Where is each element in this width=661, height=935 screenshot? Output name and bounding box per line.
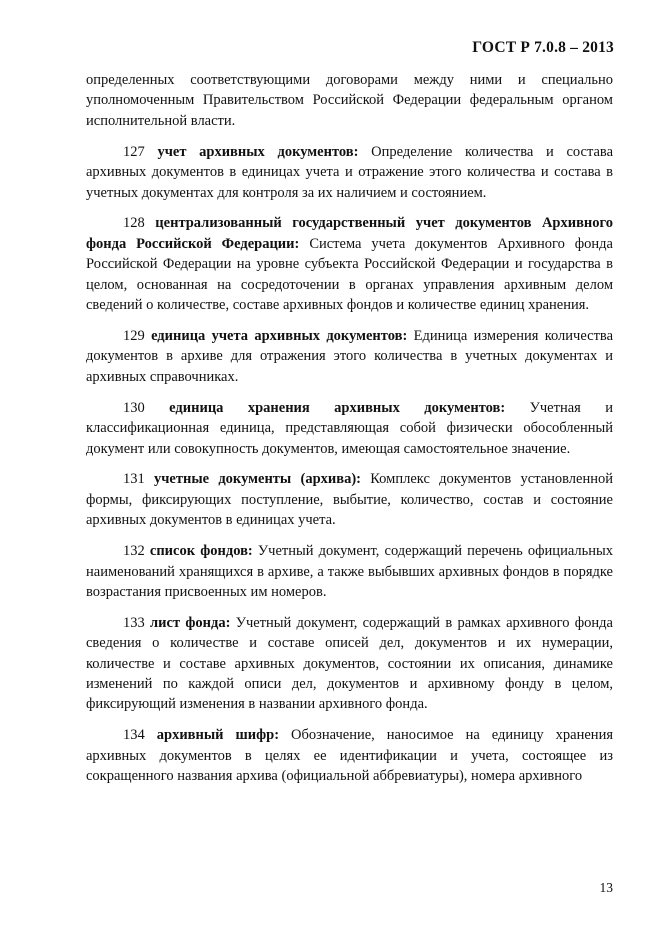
term-entry-129 [86,326,613,387]
continued-paragraph: определенных соответствующими договорами между ними и специально уполномоченным Правительством Российской Федерации федеральным органом исполнительной власти. [86,72,613,129]
entry-definition: Учетный документ, содержащий в рамках архивного фонда сведения о количестве и составе описей дел, документов и их нумерации, количестве и составе архивных документов, состоянии их описания, динамике изменений по каждой описи дел, документов и архивному фонду в целом, фиксирующий изменения в названии архивного фонда. [86,614,613,713]
entry-term: архивный шифр: [156,727,280,744]
term-entry-130 [86,398,613,459]
entry-number: 129 [123,327,145,344]
entry-term: единица хранения архивных документов: [169,399,506,416]
term-entry-127 [86,142,613,203]
term-entry-131 [86,469,613,530]
entry-term: единица учета архивных документов: [151,327,408,344]
entry-definition: Обозначение, наносимое на единицу хранения архивных документов в целях ее идентификации и учета, состоящее из сокращенного названия архива (официальной аббревиатуры), номера архивного [86,727,613,785]
entry-number: 133 [123,614,145,631]
term-entry-132 [86,541,613,602]
term-entry-134 [86,725,613,786]
entry-definition: Учетный документ, содержащий перечень официальных наименований хранящихся в архиве, а также выбывших архивных фондов в порядке возрастания присвоенных им номеров. [86,543,613,600]
entry-definition: Учетная и классификационная единица, представляющая собой физически обособленный документ или совокупность документов, имеющая самостоятельное значение. [86,399,613,457]
entry-term: учет архивных документов: [157,143,359,160]
term-entry-133 [86,613,613,715]
entry-term: учетные документы (архива): [154,471,361,488]
entry-number: 127 [123,143,145,160]
entry-definition: Комплекс документов установленной формы, фиксирующих поступление, выбытие, количество, состав и состояние архивных документов в единицах учета. [86,471,614,529]
entry-number: 131 [123,471,145,488]
entry-definition: Единица измерения количества документов в архиве для отражения этого количества в учетных документах и архивных справочниках. [86,327,614,385]
entry-definition: Определение количества и состава архивных документов в единицах учета и отражение этого количества и состава в учетных документах для контроля за их наличием и состоянием. [86,143,614,201]
page-number: 13 [599,880,613,895]
entry-number: 132 [123,543,145,560]
entry-number: 130 [123,399,145,416]
entry-term: централизованный государственный учет документов Архивного фонда Российской Федерации: [86,215,614,252]
document-body [86,70,613,797]
standard-header: ГОСТ Р 7.0.8 – 2013 [472,39,614,56]
entry-number: 128 [123,215,145,232]
term-entry-128 [86,213,613,315]
entry-number: 134 [123,727,145,744]
entry-term: лист фонда: [150,614,231,631]
entry-term: список фондов: [149,543,253,560]
entry-definition: Система учета документов Архивного фонда Российской Федерации на уровне субъекта Российской Федерации и государства в целом, основанная на сосредоточении в органах управления архивным делом сведений о количестве, составе архивных фондов и количестве единиц хранения. [86,235,613,314]
